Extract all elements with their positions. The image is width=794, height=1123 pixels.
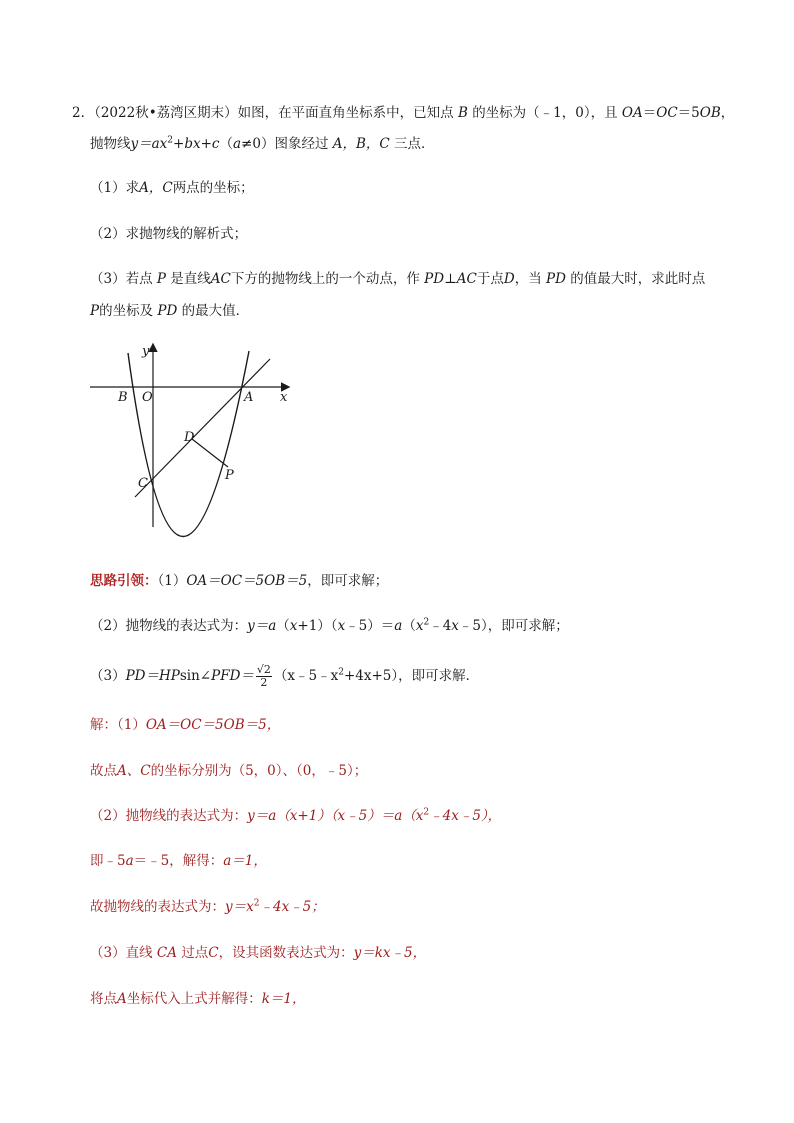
sup: 2	[167, 135, 174, 146]
text: 的坐标分别为（5，0）、（0，﹣5）；	[150, 763, 368, 779]
sup: 2	[423, 807, 430, 818]
problem-line-2	[90, 134, 435, 154]
sup: 2	[338, 667, 344, 678]
text: （	[219, 136, 233, 152]
text: （	[276, 618, 290, 634]
hint-line-2	[90, 616, 569, 636]
solution-line-5	[90, 897, 325, 917]
text: 于点	[476, 271, 504, 287]
formula: OA＝OC＝5OB＝5，	[145, 717, 281, 733]
formula: ﹣4x﹣5），	[429, 808, 502, 824]
text: 故抛物线的表达式为：	[90, 899, 225, 915]
text: 三点．	[394, 136, 435, 152]
formula: a＝1，	[223, 853, 267, 869]
text: （3）若点	[90, 271, 153, 287]
text: ﹣5），即可求解；	[458, 618, 569, 634]
text: ＝﹣5，解得：	[133, 853, 224, 869]
var: PD	[157, 303, 178, 319]
text: （1）求	[90, 180, 140, 196]
label-c: C	[138, 476, 148, 491]
formula: y＝kx﹣5，	[353, 945, 427, 961]
text: （x﹣5﹣x	[273, 668, 339, 684]
question-2: （2）求抛物线的解析式；	[90, 226, 248, 242]
var: PD	[424, 271, 445, 287]
var: x	[337, 618, 346, 634]
text: ﹣4	[429, 618, 452, 634]
var: A、C	[117, 763, 151, 779]
formula: k＝1，	[261, 991, 306, 1007]
formula: +bx+c	[173, 136, 220, 152]
label-a: A	[244, 390, 254, 405]
var: A，B，C	[332, 136, 390, 152]
var: a	[125, 853, 134, 869]
text: 即﹣5	[90, 853, 126, 869]
parabola-figure	[80, 335, 310, 555]
text: 下方的抛物线上的一个动点，作	[230, 271, 420, 287]
var: x	[451, 618, 459, 634]
hint-title: 思路引领：	[90, 573, 158, 589]
label-p: P	[225, 468, 234, 483]
text: 是直线	[170, 271, 211, 287]
formula: OA＝OC＝5OB＝5	[186, 573, 308, 589]
text: +1）（	[297, 618, 338, 634]
var: CA	[156, 945, 177, 961]
text: 解：（1）	[90, 717, 146, 733]
text: 两点的坐标；	[172, 180, 254, 196]
formula: y＝x	[225, 899, 254, 915]
question-3-line-2	[90, 301, 249, 321]
text: 抛物线	[90, 136, 131, 152]
text: （	[402, 618, 416, 634]
formula: PD＝HP	[125, 668, 180, 684]
fraction	[256, 664, 272, 689]
var: D	[503, 271, 515, 287]
var: a	[394, 618, 403, 634]
var: x	[289, 618, 298, 634]
text: +4x+5），即可求解．	[343, 668, 480, 684]
text: （3）	[90, 668, 126, 684]
hint-line-1	[90, 571, 388, 591]
var: AC	[210, 271, 231, 287]
solution-line-1	[90, 715, 280, 735]
text: （2）抛物线的表达式为：	[90, 618, 248, 634]
var: P	[90, 303, 100, 319]
problem-line-1	[72, 103, 734, 123]
var: a	[232, 136, 242, 152]
fraction-num: √2	[256, 663, 271, 676]
var: PD	[546, 271, 566, 287]
text: 坐标代入上式并解得：	[126, 991, 262, 1007]
formula: y＝ax	[130, 136, 168, 152]
text: 的坐标为（﹣1，0），且	[472, 105, 618, 121]
solution-line-2	[90, 761, 367, 781]
text: ，设其函数表达式为：	[218, 945, 354, 961]
label-b: B	[118, 390, 128, 405]
text: 故点	[90, 763, 117, 779]
sup: 2	[253, 898, 260, 909]
var: x	[415, 618, 424, 634]
formula: y＝a	[247, 618, 277, 634]
sup: 2	[423, 617, 430, 628]
text: 将点	[90, 991, 117, 1007]
var: P	[156, 271, 166, 287]
label-y: y	[142, 344, 150, 359]
solution-line-4	[90, 851, 267, 871]
var: AC	[456, 271, 477, 287]
var: C	[208, 945, 219, 961]
var: B	[457, 105, 468, 121]
text: ≠0）图象经过	[241, 136, 329, 152]
solution-line-7	[90, 989, 306, 1009]
var: OB	[699, 105, 721, 121]
solution-line-6	[90, 943, 426, 963]
problem-number: 2．	[72, 105, 95, 121]
text: 过点	[181, 945, 209, 961]
var: OC	[656, 105, 678, 121]
formula: ﹣4x﹣5；	[259, 899, 325, 915]
text: （3）直线	[90, 945, 153, 961]
fraction-den: 2	[260, 676, 268, 689]
hint-line-3	[90, 664, 479, 689]
segment-pd	[192, 439, 228, 467]
text: sin∠	[179, 668, 212, 684]
text: ＝5	[677, 105, 700, 121]
text: （2）抛物线的表达式为：	[90, 808, 248, 824]
text: ⊥	[444, 271, 457, 287]
text: 如图，在平面直角坐标系中，已知点	[237, 105, 454, 121]
text: ，当	[514, 271, 542, 287]
text: ＝	[642, 105, 657, 121]
question-3-line-1	[90, 269, 705, 289]
text: ，即可求解；	[307, 573, 389, 589]
label-d: D	[184, 430, 195, 445]
problem-source: （2022秋•荔湾区期末）	[94, 105, 238, 121]
text: 的值最大时，求此时点	[570, 271, 706, 287]
label-x: x	[280, 390, 288, 405]
formula: PFD＝	[211, 668, 254, 684]
formula: y＝a（x+1）（x﹣5）＝a（x	[247, 808, 424, 824]
text: ﹣5）＝	[345, 618, 395, 634]
text: （1）	[157, 573, 187, 589]
solution-line-3	[90, 806, 501, 826]
text: 的坐标及	[99, 303, 154, 319]
text: 的最大值．	[181, 303, 250, 319]
var: OA	[621, 105, 643, 121]
var: A，C	[139, 180, 173, 196]
label-o: O	[142, 390, 153, 405]
question-1	[90, 178, 254, 198]
var: A	[117, 991, 127, 1007]
line-ca	[135, 359, 270, 497]
text: ，	[720, 105, 735, 121]
